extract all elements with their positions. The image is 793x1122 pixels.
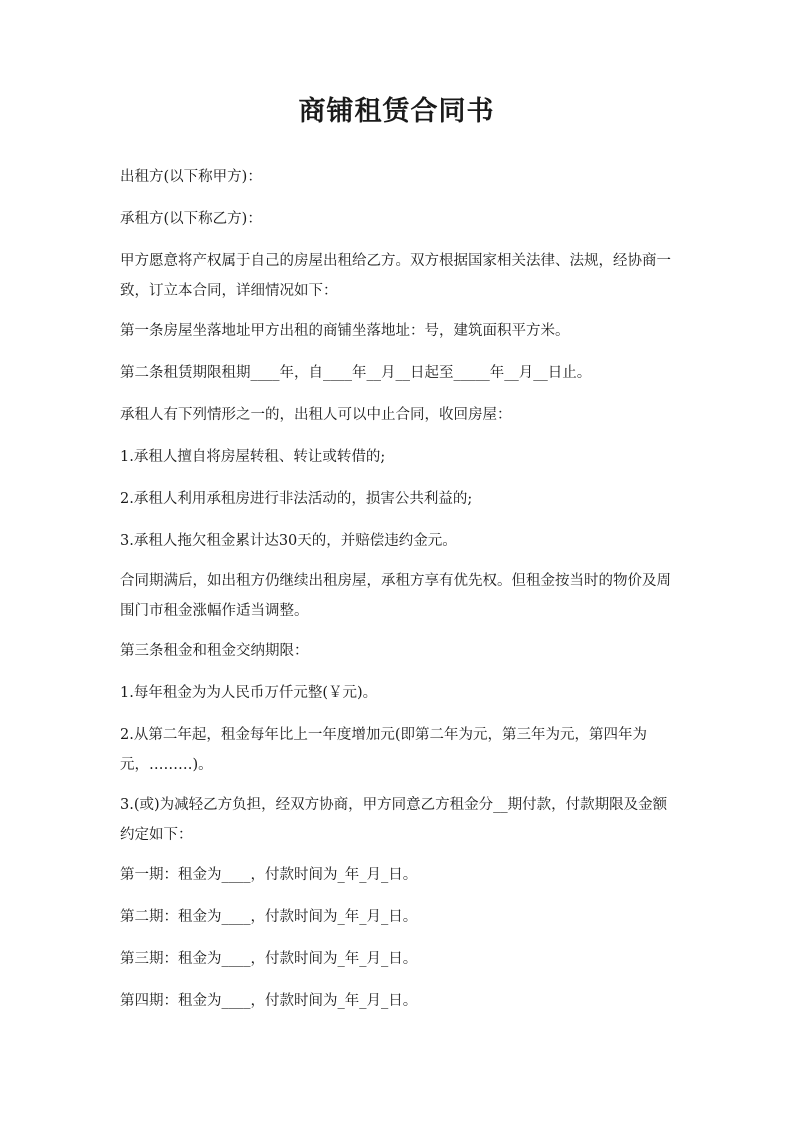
paragraph-rent-3: 3.(或)为减轻乙方负担，经双方协商，甲方同意乙方租金分__期付款，付款期限及金额约定如下： bbox=[120, 797, 668, 843]
paragraph-installment-3: 第三期：租金为____，付款时间为_年_月_日。 bbox=[120, 951, 418, 967]
paragraph-condition-1: 1.承租人擅自将房屋转租、转让或转借的; bbox=[120, 449, 386, 465]
paragraph-installment-2: 第二期：租金为____，付款时间为_年_月_日。 bbox=[120, 909, 418, 925]
paragraph-article-3: 第三条租金和租金交纳期限： bbox=[120, 643, 309, 659]
paragraph-condition-3: 3.承租人拖欠租金累计达30天的，并赔偿违约金元。 bbox=[120, 533, 457, 549]
paragraph-rent-2: 2.从第二年起，租金每年比上一年度增加元(即第二年为元，第三年为元，第四年为元，………)。 bbox=[120, 727, 647, 773]
document-title: 商铺租赁合同书 bbox=[298, 96, 495, 127]
paragraph-termination-conditions: 承租人有下列情形之一的，出租人可以中止合同，收回房屋： bbox=[120, 407, 512, 423]
paragraph-condition-2: 2.承租人利用承租房进行非法活动的，损害公共利益的; bbox=[120, 491, 473, 507]
paragraph-renewal: 合同期满后，如出租方仍继续出租房屋，承租方享有优先权。但租金按当时的物价及周围门市租金涨幅作适当调整。 bbox=[120, 573, 671, 619]
paragraph-rent-1: 1.每年租金为为人民币万仟元整(￥元)。 bbox=[120, 685, 378, 701]
paragraph-installment-4: 第四期：租金为____，付款时间为_年_月_日。 bbox=[120, 993, 418, 1009]
paragraph-installment-1: 第一期：租金为____，付款时间为_年_月_日。 bbox=[120, 867, 418, 883]
paragraph-lessee: 承租方(以下称乙方)： bbox=[120, 211, 262, 227]
paragraph-article-1: 第一条房屋坐落地址甲方出租的商铺坐落地址：号，建筑面积平方米。 bbox=[120, 323, 570, 339]
paragraph-lessor: 出租方(以下称甲方)： bbox=[120, 169, 262, 185]
paragraph-article-2: 第二条租赁期限租期____年，自____年__月__日起至_____年__月__日止。 bbox=[120, 365, 592, 381]
paragraph-intro: 甲方愿意将产权属于自己的房屋出租给乙方。双方根据国家相关法律、法规，经协商一致，订立本合同，详细情况如下： bbox=[120, 253, 671, 299]
